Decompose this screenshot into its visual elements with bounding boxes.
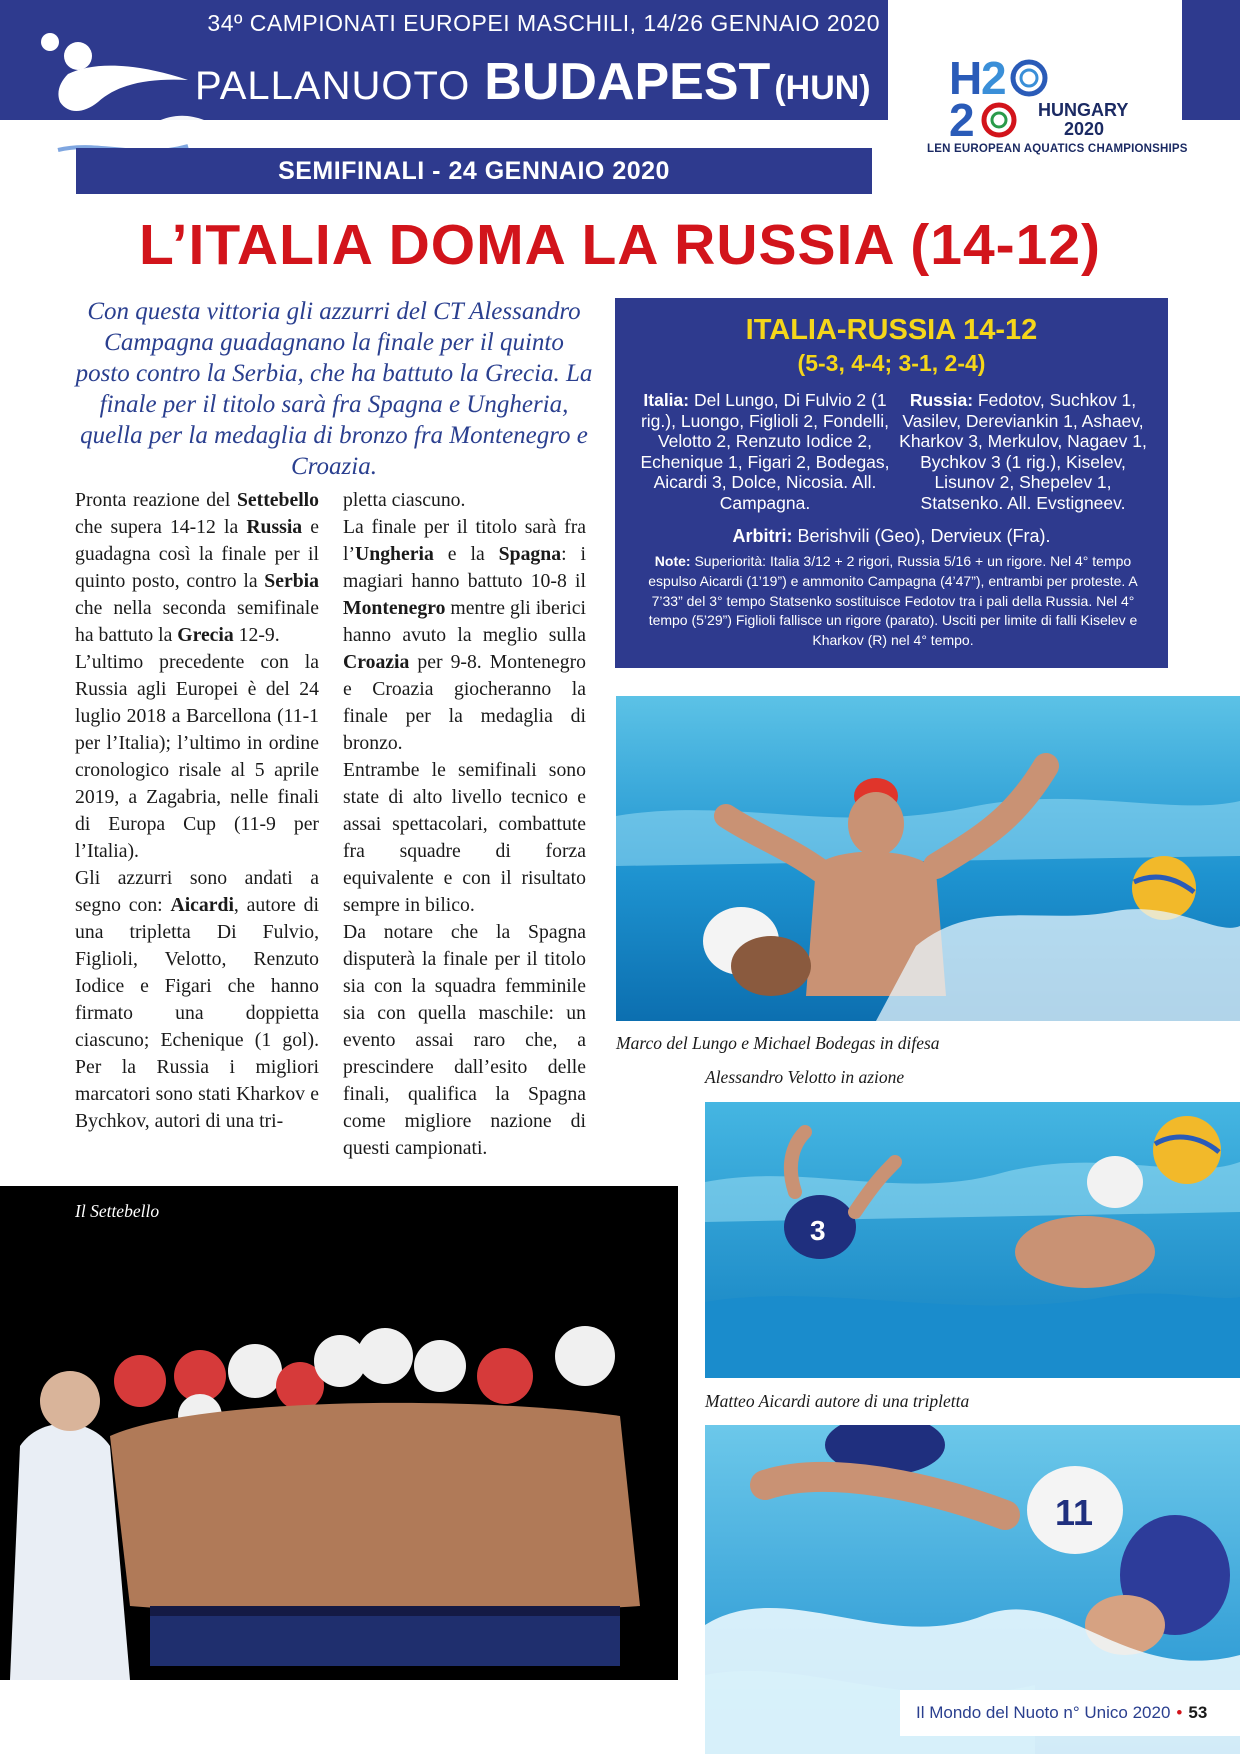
photo-settebello-huddle: [0, 1186, 678, 1680]
championship-subtitle: 34º CAMPIONATI EUROPEI MASCHILI, 14/26 GENNAIO 2020: [207, 10, 880, 36]
svg-text:2: 2: [949, 94, 975, 146]
article-column-2: [343, 487, 586, 1162]
svg-text:H: H: [949, 52, 983, 104]
brand-championships: LEN EUROPEAN AQUATICS CHAMPIONSHIPS: [927, 143, 1188, 155]
city-name: BUDAPEST: [484, 53, 771, 111]
caption-photo-4: Il Settebello: [75, 1201, 160, 1221]
bold-term: Settebello: [236, 489, 319, 511]
brand-hungary: HUNGARY: [1038, 100, 1129, 120]
photo-velotto-action: [705, 1102, 1240, 1378]
referees-names: Berishvili (Geo), Dervieux (Fra).: [797, 526, 1051, 546]
publication-name: Il Mondo del Nuoto n° Unico 2020: [916, 1703, 1171, 1722]
referees-label: Arbitri:: [732, 526, 793, 546]
header-right-strip: [1182, 0, 1240, 120]
article-paragraph: pletta ciascuno.: [343, 489, 466, 511]
article-paragraph: Da notare che la Spagna disputerà la finale per il titolo sia con la squadra femminile sia con quella maschile: un evento assai raro che, a prescindere dall’esito delle finali, qualifica la Spagna come migliore nazione di questi campionati.: [343, 921, 586, 1159]
match-notes: [637, 552, 1149, 651]
italy-lineup: [639, 390, 891, 513]
page-number: 53: [1188, 1703, 1208, 1722]
svg-text:11: 11: [1055, 1492, 1094, 1533]
bold-term: Croazia: [343, 651, 410, 673]
italy-label: Italia:: [643, 390, 690, 410]
bold-term: Grecia: [177, 624, 234, 646]
header-title: [195, 52, 871, 112]
round-banner: SEMIFINALI - 24 GENNAIO 2020: [76, 148, 872, 194]
russia-label: Russia:: [909, 390, 974, 410]
page-footer: [900, 1690, 1240, 1736]
footer-separator: •: [1176, 1703, 1183, 1722]
article-lead: Con questa vittoria gli azzurri del CT Alessandro Campagna guadagnano la finale per il quinto posto contro la Serbia, che ha battuto la Grecia. La finale per il titolo sarà fra Spagna e Ungheria, quella per la medaglia di bronzo fra Montenegro e Croazia.: [75, 298, 593, 480]
caption-photo-2: Alessandro Velotto in azione: [705, 1067, 905, 1087]
period-scores: (5-3, 4-4; 3-1, 2-4): [797, 350, 986, 376]
match-result-box: [615, 298, 1168, 668]
bold-term: Russia: [246, 516, 303, 538]
notes-label: Note:: [654, 553, 691, 569]
article-paragraph: Pronta reazione del Settebello che supera 14-12 la Russia e guadagna così la finale per il quinto posto, contro la Serbia che nella seconda semifinale ha battuto la Grecia 12-9.: [75, 489, 319, 646]
photo-goalkeeper-defense: [616, 696, 1240, 1021]
referees: [615, 526, 1168, 547]
caption-photo-1: Marco del Lungo e Michael Bodegas in difesa: [616, 1033, 940, 1053]
sport-name: PALLANUOTO: [195, 64, 471, 108]
article-headline: L’ITALIA DOMA LA RUSSIA (14-12): [138, 213, 1102, 277]
swimmer-logo-icon: [38, 22, 208, 162]
country-code: (HUN): [774, 69, 871, 107]
russia-players: Fedotov, Suchkov 1, Vasilev, Dereviankin 1, Ashaev, Kharkov 3, Merkulov, Nagaev 1, Bychkov 3 (1 rig.), Kiselev, Lisunov 2, Shepelev 1, Statsenko. All. Evstigneev.: [899, 390, 1147, 513]
bold-term: Ungheria: [355, 543, 434, 565]
caption-photo-3: Matteo Aicardi autore di una tripletta: [705, 1391, 970, 1411]
brand-year: 2020: [1064, 119, 1105, 139]
notes-text: Superiorità: Italia 3/12 + 2 rigori, Russia 5/16 + un rigore. Nel 4° tempo espulso Aicardi (1’19”) e ammonito Campagna (4’47”), entrambi per proteste. A 7’33” del 3° tempo Statsenko sostituisce Fedotov tra i pali della Russia. Nel 4° tempo (5’29”) Figlioli fallisce un rigore (parato). Usciti per limite di falli Kiselev e Kharkov (R) nel 4° tempo.: [648, 553, 1138, 649]
match-score-title: ITALIA-RUSSIA 14-12: [745, 314, 1038, 346]
svg-text:2: 2: [981, 52, 1007, 104]
bold-term: Aicardi: [170, 894, 234, 916]
article-paragraph: L’ultimo precedente con la Russia agli Europei è del 24 luglio 2018 a Barcellona (11-1 per l’Italia); l’ultimo in ordine cronologico risale al 5 aprile 2019, a Zagabria, nelle finali di Europa Cup (11-9 per l’Italia).: [75, 651, 319, 862]
bold-term: Montenegro: [343, 597, 446, 619]
bold-term: Spagna: [498, 543, 562, 565]
article-paragraph: Gli azzurri sono andati a segno con: Aicardi, autore di una tripletta Di Fulvio, Figlioli, Velotto, Renzuto Iodice e Figari che hanno firmato una doppietta ciascuno; Echenique (1 gol). Per la Russia i migliori marcatori sono stati Kharkov e Bychkov, autori di una tri-: [75, 867, 319, 1132]
bold-term: Serbia: [264, 570, 319, 592]
russia-lineup: [897, 390, 1149, 513]
article-paragraph: La finale per il titolo sarà fra l’Ungheria e la Spagna: i magiari hanno battuto 10-8 il Montenegro mentre gli iberici hanno avuto la meglio sulla Croazia per 9-8. Montenegro e Croazia giocheranno la finale per la medaglia di bronzo.: [343, 516, 586, 754]
svg-text:3: 3: [810, 1215, 826, 1246]
article-paragraph: Entrambe le semifinali sono state di alto livello tecnico e assai spettacolari, combattute fra squadre di forza equivalente e con il risultato sempre in bilico.: [343, 759, 586, 916]
italy-players: Del Lungo, Di Fulvio 2 (1 rig.), Luongo, Figlioli 2, Fondelli, Velotto 2, Renzuto Iodice 2, Echenique 1, Figari 2, Bodegas, Aicardi 3, Dolce, Nicosia. All. Campagna.: [640, 390, 890, 513]
article-column-1: [75, 487, 319, 1135]
